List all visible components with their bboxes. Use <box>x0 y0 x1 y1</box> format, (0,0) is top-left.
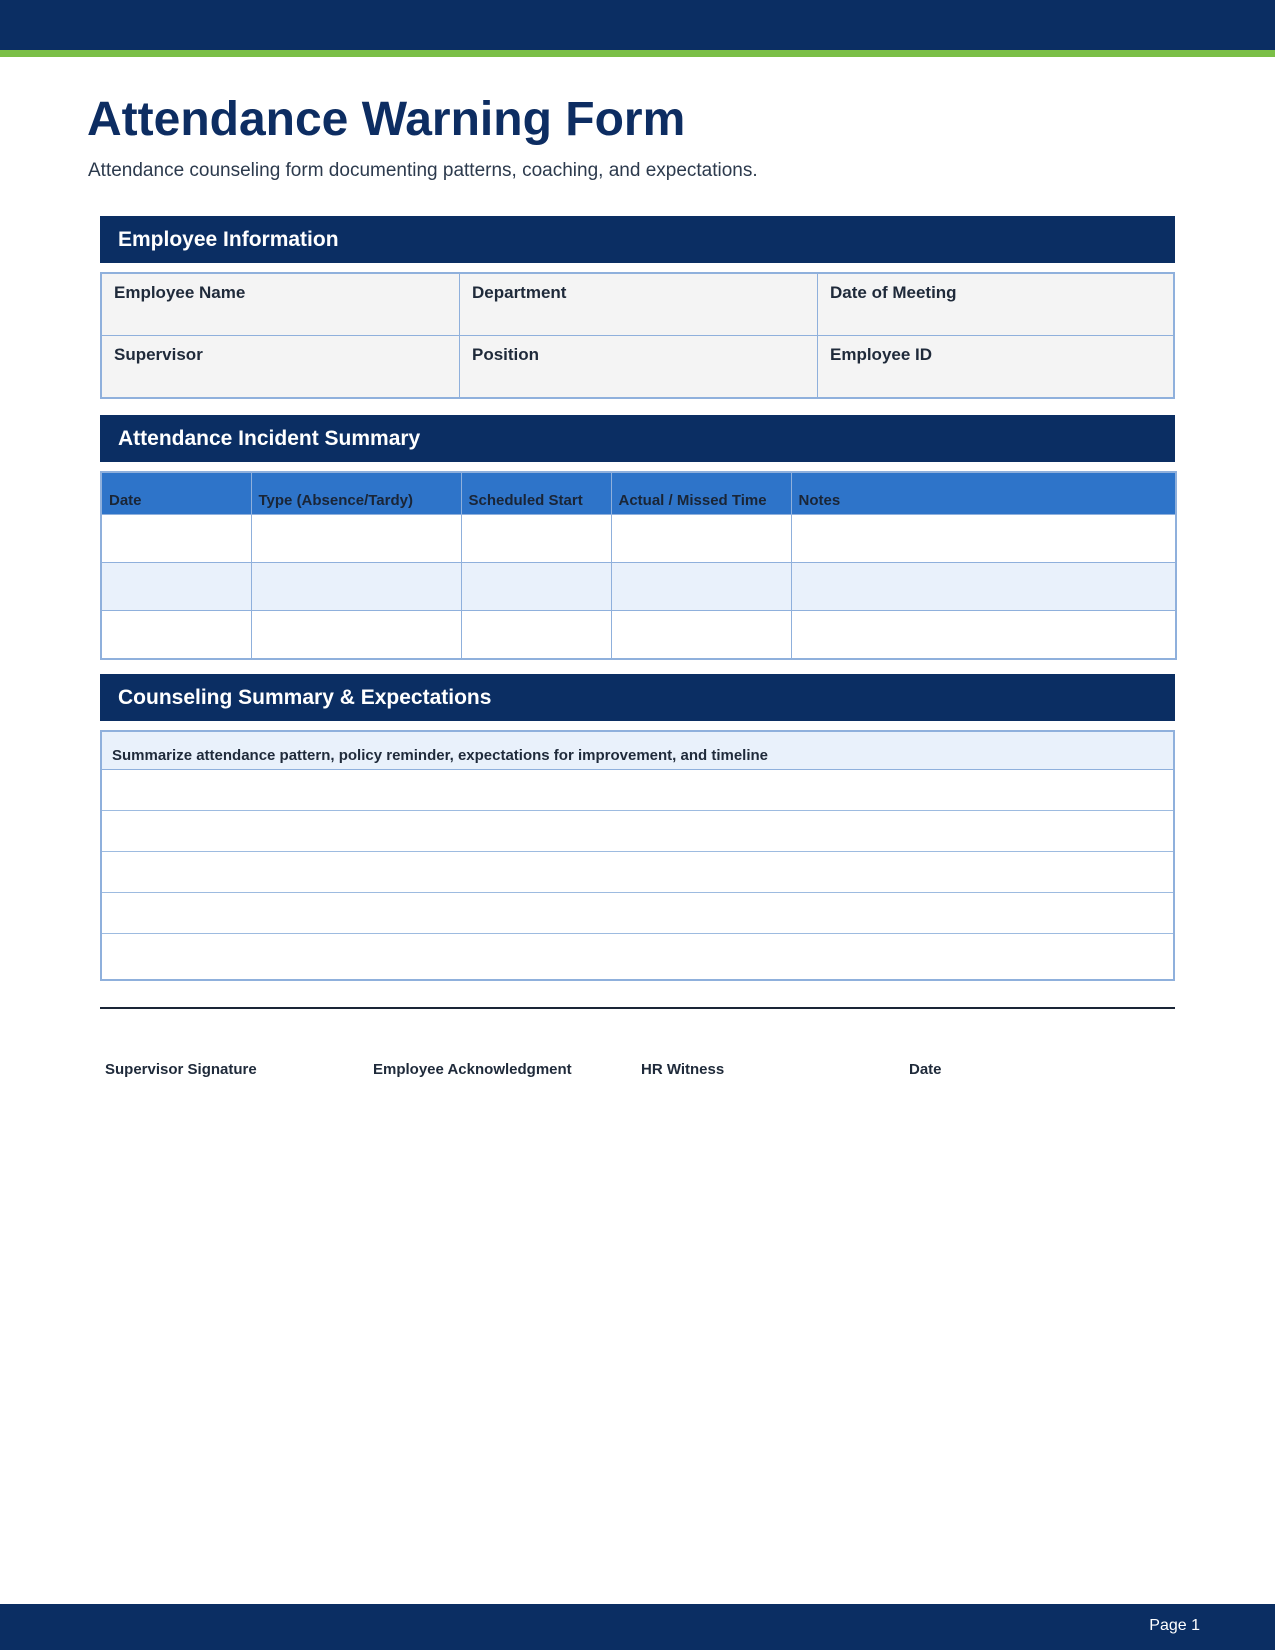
page-title: Attendance Warning Form <box>87 93 686 146</box>
column-header-date: Date <box>101 472 251 515</box>
field-employee-name[interactable]: Employee Name <box>102 274 460 336</box>
table-cell[interactable] <box>251 611 461 660</box>
counseling-writing-line[interactable] <box>102 852 1173 893</box>
table-cell[interactable] <box>461 611 611 660</box>
table-cell[interactable] <box>101 563 251 611</box>
table-cell[interactable] <box>611 611 791 660</box>
signature-label-hr-witness[interactable]: HR Witness <box>641 1061 725 1078</box>
column-header-type: Type (Absence/Tardy) <box>251 472 461 515</box>
counseling-writing-line[interactable] <box>102 811 1173 852</box>
footer-bar <box>0 1604 1275 1650</box>
table-cell[interactable] <box>251 515 461 563</box>
table-cell[interactable] <box>611 515 791 563</box>
section-header-employee-information: Employee Information <box>100 216 1175 263</box>
counseling-writing-line[interactable] <box>102 770 1173 811</box>
table-header-row <box>101 472 1176 515</box>
table-row <box>101 611 1176 660</box>
table-cell[interactable] <box>251 563 461 611</box>
column-header-scheduled-start: Scheduled Start <box>461 472 611 515</box>
top-accent-stripe <box>0 50 1275 57</box>
table-row <box>101 515 1176 563</box>
field-supervisor[interactable]: Supervisor <box>102 336 460 397</box>
table-cell[interactable] <box>101 515 251 563</box>
field-employee-id[interactable]: Employee ID <box>830 345 933 364</box>
table-cell[interactable] <box>101 611 251 660</box>
counseling-writing-line[interactable] <box>102 893 1173 934</box>
table-cell[interactable] <box>791 611 1176 660</box>
counseling-writing-line[interactable] <box>102 934 1173 975</box>
top-banner <box>0 0 1275 50</box>
section-header-counseling: Counseling Summary & Expectations <box>100 674 1175 721</box>
column-header-notes: Notes <box>791 472 1176 515</box>
field-date-of-meeting[interactable]: Date of Meeting <box>818 274 1173 336</box>
table-cell[interactable] <box>611 563 791 611</box>
table-cell[interactable] <box>461 563 611 611</box>
field-position[interactable]: Position <box>460 336 818 397</box>
section-header-incident-summary: Attendance Incident Summary <box>100 415 1175 462</box>
counseling-prompt: Summarize attendance pattern, policy reminder, expectations for improvement, and timeline <box>102 732 1173 770</box>
column-header-actual-missed-time: Actual / Missed Time <box>611 472 791 515</box>
field-department[interactable]: Department <box>460 274 818 336</box>
page-subtitle: Attendance counseling form documenting patterns, coaching, and expectations. <box>88 160 758 181</box>
table-cell[interactable] <box>461 515 611 563</box>
page-number: Page 1 <box>1149 1617 1200 1634</box>
employee-info-grid <box>100 272 1175 399</box>
signature-label-employee[interactable]: Employee Acknowledgment <box>373 1061 572 1078</box>
table-cell[interactable] <box>791 563 1176 611</box>
signature-divider <box>100 1007 1175 1009</box>
counseling-box <box>100 730 1175 981</box>
table-row <box>101 563 1176 611</box>
signature-label-supervisor[interactable]: Supervisor Signature <box>105 1061 257 1078</box>
table-cell[interactable] <box>791 515 1176 563</box>
incident-table <box>100 471 1177 660</box>
signature-label-date[interactable]: Date <box>909 1061 942 1078</box>
